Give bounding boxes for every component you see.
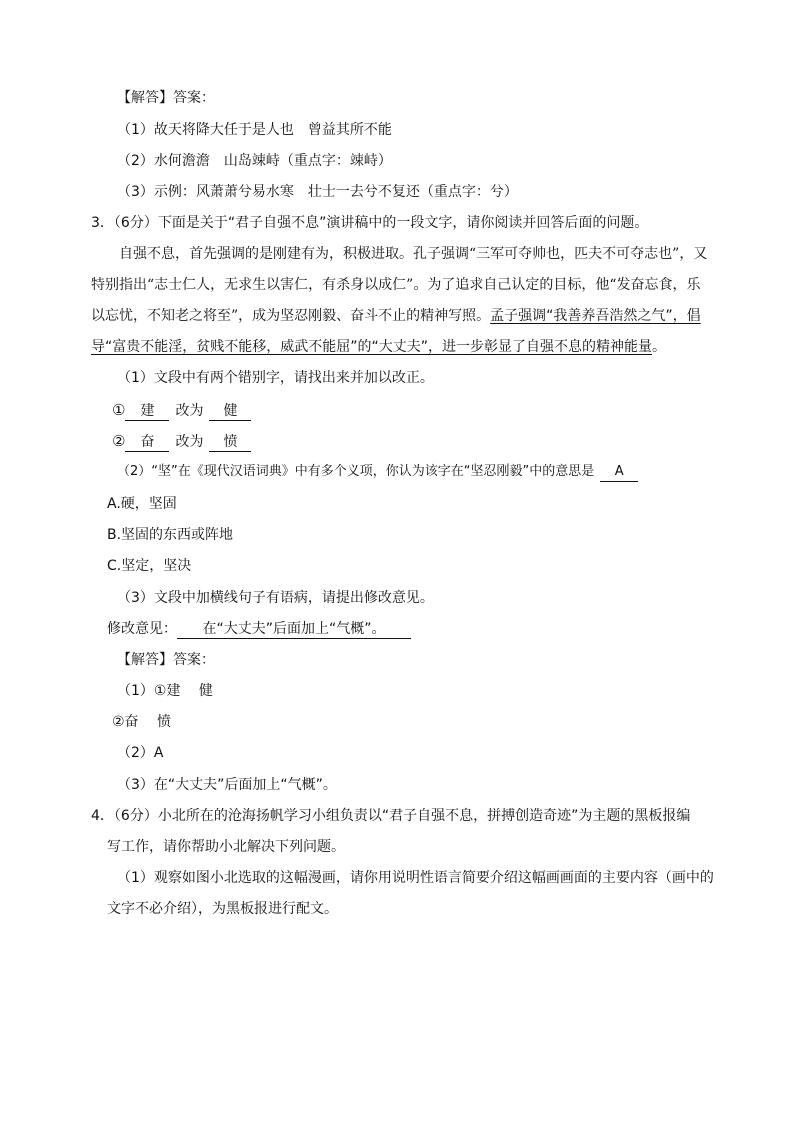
answer-heading: 【解答】答案： [117, 652, 215, 668]
passage-text: ，又 [679, 246, 708, 262]
correction-2 [112, 431, 251, 452]
sub-question-1: （1）文段中有两个错别字，请找出来并加以改正。 [117, 370, 434, 386]
underlined-sentence: 导“富贵不能淫，贫贱不能移，威武不能屈”的“大丈夫”，进一步彰显了自强不息的精神能量 [91, 339, 653, 355]
passage-quote: “志士仁人，无求生以害仁，有杀身以成仁” [147, 277, 414, 293]
question-4-header-cont: 写工作，请你帮助小北解决下列问题。 [107, 839, 345, 855]
correct-char-blank: 愤 [209, 433, 251, 452]
revision-line [107, 619, 411, 639]
passage-line-3 [91, 306, 701, 326]
revision-label: 修改意见： [107, 621, 177, 637]
wrong-char-blank: 奋 [125, 433, 169, 452]
correct-char-blank: 健 [209, 402, 251, 421]
option-a: A.硬，坚固 [107, 496, 177, 512]
option-b: B.坚固的东西或阵地 [107, 527, 234, 543]
correction-1 [112, 400, 251, 421]
answer-heading: 【解答】答案： [117, 90, 215, 106]
question-4-sub-1-cont: 文字不必介绍），为黑板报进行配文。 [107, 901, 338, 917]
sub-question-2-text: （2）“坚”在《现代汉语词典》中有多个义项，你认为该字在“坚忍刚毅”中的意思是 [117, 464, 595, 479]
passage-quote: “三军可夺帅也，匹夫不可夺志也” [469, 246, 680, 262]
wrong-char-blank: 建 [125, 402, 169, 421]
passage-text: 。 [652, 339, 667, 355]
answer-line-1: （1）故天将降大任于是人也 曾益其所不能 [117, 122, 392, 138]
passage-text: 自强不息，首先强调的是刚建有为，积极进取。孔子强调 [119, 246, 469, 262]
option-c: C.坚定，坚决 [107, 558, 192, 574]
answer-line-2: （2）A [117, 745, 164, 761]
passage-text: 特别指出 [91, 277, 147, 293]
revision-answer: 在“大丈夫”后面加上“气概”。 [177, 620, 411, 639]
sub-question-2 [117, 462, 638, 482]
circle-number: ① [112, 401, 126, 419]
question-4-sub-1: （1）观察如图小北选取的这幅漫画，请你用说明性语言简要介绍这幅画画面的主要内容（画中的 [117, 870, 714, 886]
sub-question-3: （3）文段中加横线句子有语病，请提出修改意见。 [117, 590, 434, 606]
question-4-header: 4．（6分）小北所在的沧海扬帆学习小组负责以“君子自强不息，拼搏创造奇迹”为主题的黑板报编 [91, 808, 691, 824]
passage-text: 。为了追求自己认定的目标，他 [413, 277, 610, 293]
passage-line-2 [91, 275, 701, 295]
passage-line-1 [119, 244, 707, 264]
answer-line-3: （3）示例：风萧萧兮易水寒 壮士一去兮不复还（重点字：兮） [117, 184, 518, 200]
circle-number: ② [112, 432, 126, 450]
underlined-sentence: 孟子强调“我善养吾浩然之气”，倡 [490, 308, 701, 324]
passage-text: ，成为坚忍刚毅、奋斗不止的精神写照。 [238, 308, 491, 324]
answer-line-3: （3）在“大丈夫”后面加上“气概”。 [117, 777, 337, 793]
change-to-label: 改为 [175, 403, 204, 419]
answer-line-1b: ②奋 愤 [112, 714, 172, 730]
passage-quote: 以忘忧，不知老之将至” [91, 308, 239, 324]
passage-quote: “发奋忘食，乐 [609, 277, 701, 293]
question-3-header: 3．（6分）下面是关于“君子自强不息”演讲稿中的一段文字，请你阅读并回答后面的问题。 [91, 215, 649, 231]
change-to-label: 改为 [175, 434, 204, 450]
answer-line-2: （2）水何澹澹 山岛竦峙（重点字：竦峙） [117, 153, 392, 169]
answer-blank: A [600, 463, 638, 482]
answer-line-1: （1）①建 健 [117, 683, 213, 699]
passage-line-4 [91, 337, 666, 357]
